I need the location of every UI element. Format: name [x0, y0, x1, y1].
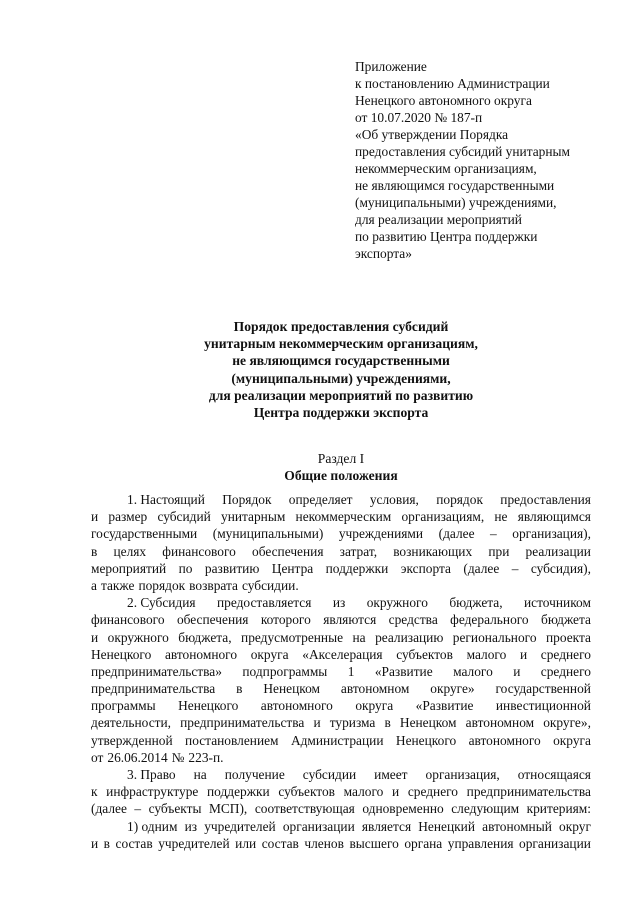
body-word: порядок	[138, 577, 186, 593]
body-word: и	[91, 629, 99, 645]
body-word: которого	[260, 612, 311, 628]
body-word: автономном	[465, 715, 535, 731]
body-word: Ненецкий	[418, 818, 475, 834]
body-word: по	[178, 560, 193, 576]
body-line	[91, 783, 591, 800]
body-word: Ненецком	[399, 715, 457, 731]
body-word: обеспечения	[252, 543, 324, 559]
body-word: туризма	[329, 715, 376, 731]
body-word: малого	[343, 784, 384, 800]
body-word: организациям,	[401, 509, 485, 525]
body-word: округа	[355, 698, 394, 714]
body-line	[91, 560, 591, 577]
body-word: целях	[113, 543, 147, 559]
section-label: Раздел I	[317, 451, 365, 466]
body-word: Ненецкого	[178, 698, 239, 714]
body-word: определяет	[288, 492, 353, 507]
appendix-line: к постановлению Администрации	[355, 76, 550, 91]
body-word: предоставляется	[216, 595, 312, 611]
appendix-line: экспорта»	[355, 246, 412, 261]
body-word: критериям:	[526, 801, 591, 817]
body-word: порядок	[436, 492, 483, 507]
body-line	[91, 732, 591, 749]
body-word: относящаяся	[517, 767, 591, 782]
body-word: регионального	[452, 629, 537, 645]
appendix-line: от 10.07.2020 № 187-п	[355, 110, 483, 125]
body-word: предусмотренные	[241, 629, 344, 645]
body-word: учредителей	[204, 818, 276, 834]
body-word: малого	[453, 663, 493, 679]
appendix-block	[355, 58, 625, 262]
title-line: Порядок предоставления субсидий	[233, 319, 449, 334]
body-word: Ненецком	[263, 681, 320, 697]
body-word: членов	[304, 835, 344, 851]
body-word: государственными	[91, 526, 198, 542]
body-word: федерального	[450, 612, 529, 628]
body-line	[91, 525, 591, 542]
body-word: проекта	[545, 629, 591, 645]
body-word: автономный	[482, 818, 552, 834]
body-word: управления	[447, 835, 514, 851]
title-line: для реализации мероприятий по развитию	[208, 387, 474, 403]
body-line	[91, 577, 591, 594]
body-word: окружного	[107, 629, 169, 645]
body-word: предоставления	[500, 492, 591, 507]
appendix-line: (муниципальными) учреждениями,	[355, 195, 557, 210]
body-word: (далее	[438, 526, 475, 542]
body-word: органа	[404, 835, 443, 851]
body-word: состав	[261, 835, 299, 851]
body-line	[91, 663, 591, 680]
body-word: (муниципальными)	[212, 526, 324, 542]
body-word: состав	[115, 835, 153, 851]
body-word: реализацию	[375, 629, 444, 645]
body-word: Ненецкого	[395, 732, 457, 748]
body-word: соответствующая	[254, 801, 355, 817]
body-word: на	[193, 767, 207, 782]
body-word: подпрограммы	[242, 663, 328, 679]
body-word: предпринимательства	[91, 681, 216, 697]
body-line	[91, 646, 591, 663]
body-word: имеет	[374, 767, 408, 782]
body-line	[91, 508, 591, 525]
body-word: округ	[559, 818, 591, 834]
body-word: к	[91, 784, 98, 800]
body-word: предпринимательства	[466, 784, 591, 800]
body-line	[91, 697, 591, 714]
body-word: организации	[519, 835, 591, 851]
body-word: учредителей	[158, 835, 230, 851]
body-word: –	[511, 560, 519, 576]
body-word: МСП),	[208, 801, 248, 817]
appendix-line: Ненецкого автономного округа	[355, 93, 532, 108]
body-word: бюджета	[541, 612, 591, 628]
body-word: реализации	[525, 543, 591, 559]
title-line: не являющимся государственными	[232, 353, 450, 369]
section-heading: Общие положения	[284, 468, 398, 484]
body-word: автономном	[340, 681, 410, 697]
body-word: организация,	[425, 767, 500, 782]
body-word: возврата	[189, 577, 238, 593]
body-word: инфраструктуре	[106, 784, 199, 800]
body-word: не	[494, 509, 508, 525]
body-word: от	[91, 749, 104, 765]
body-word: Ненецкого	[91, 646, 152, 662]
body-line	[91, 543, 591, 560]
body-word: организации	[282, 818, 355, 834]
body-word: малого	[466, 646, 507, 662]
body-word: а	[91, 577, 97, 593]
appendix-line: по развитию Центра поддержки	[355, 229, 538, 244]
body-word: финансового	[162, 543, 236, 559]
body-line	[91, 749, 591, 766]
body-word: является	[361, 818, 412, 834]
body-word: субсидии	[302, 767, 357, 782]
body-word: автономного	[260, 698, 333, 714]
body-word: Администрации	[290, 732, 384, 748]
body-word: субсидии.	[241, 577, 299, 593]
body-word: –	[134, 801, 142, 817]
body-word: 223-п.	[188, 749, 224, 765]
body-word: постановлением	[185, 732, 279, 748]
body-word: среднего	[540, 646, 591, 662]
title-line: унитарным некоммерческим организациям,	[204, 336, 478, 352]
body-line	[91, 714, 591, 731]
body-word: бюджета,	[449, 595, 503, 611]
title-line: Центра поддержки экспорта	[253, 405, 429, 421]
body-word: инвестиционной	[495, 698, 591, 714]
appendix-line: «Об утверждении Порядка	[355, 127, 509, 142]
body-line	[91, 766, 591, 783]
body-word: и	[91, 509, 99, 525]
body-word: деятельности,	[91, 715, 172, 731]
appendix-line: Приложение	[355, 59, 427, 74]
body-word: «Акселерация	[302, 646, 383, 662]
body-word: Порядок	[222, 492, 272, 507]
body-word: средства	[388, 612, 438, 628]
body-word: из	[184, 818, 198, 834]
body-line	[91, 835, 591, 852]
body-word: субсидий	[157, 509, 211, 525]
body-word: высшего	[349, 835, 399, 851]
body-word: 1	[347, 663, 355, 679]
appendix-line: предоставления субсидий унитарным	[355, 144, 571, 159]
document-title	[120, 318, 562, 421]
appendix-line: для реализации мероприятий	[355, 212, 522, 227]
body-word: и	[519, 646, 528, 662]
body-word: (далее	[463, 560, 500, 576]
body-word: субъекты	[148, 801, 202, 817]
body-word: автономного	[164, 646, 238, 662]
body-word: субъектов	[278, 784, 335, 800]
body-word: унитарным	[221, 509, 286, 525]
body-word: поддержки	[325, 560, 389, 576]
body-line	[91, 611, 591, 628]
body-line	[91, 594, 591, 611]
body-word: некоммерческим	[295, 509, 392, 525]
body-word: условия,	[369, 492, 419, 507]
body-word: округа	[250, 646, 289, 662]
section-header	[120, 450, 562, 484]
body-word: в	[384, 715, 391, 731]
body-word: –	[490, 526, 497, 542]
body-word: развитию	[204, 560, 260, 576]
body-word: и	[513, 663, 521, 679]
body-word: и	[313, 715, 321, 731]
body-word: являющимся	[517, 509, 591, 525]
body-line	[91, 818, 591, 835]
body-word: округе»,	[543, 715, 591, 731]
body-word: получение	[224, 767, 285, 782]
body-word: или	[235, 835, 257, 851]
body-word: следующим	[451, 801, 520, 817]
appendix-line: не являющимся государственными	[355, 178, 555, 193]
body-word: 26.06.2014	[107, 749, 168, 765]
body-line	[91, 680, 591, 697]
body-word: на	[352, 629, 366, 645]
body-word: из	[332, 595, 346, 611]
body-word: среднего	[407, 784, 458, 800]
body-word: программы	[91, 698, 156, 714]
body-word: также	[100, 577, 135, 593]
body-word: финансового	[91, 612, 165, 628]
body-word: субъектов	[396, 646, 453, 662]
body-word: обеспечения	[176, 612, 249, 628]
body-word: «Развитие	[374, 663, 433, 679]
body-word: размер	[108, 509, 148, 525]
body-text	[91, 491, 591, 852]
appendix-line: некоммерческим организациям,	[355, 161, 537, 176]
body-word: предпринимательства»	[91, 663, 222, 679]
body-word: 1. Настоящий	[127, 492, 205, 507]
body-word: №	[171, 749, 185, 765]
body-word: источником	[524, 595, 591, 611]
body-word: бюджета,	[178, 629, 232, 645]
body-word: предпринимательства	[180, 715, 305, 731]
body-word: организация),	[512, 526, 591, 542]
body-word: и	[391, 784, 400, 800]
body-word: мероприятий	[91, 560, 167, 576]
body-line	[91, 491, 591, 508]
body-word: 1) одним	[127, 818, 178, 834]
body-word: поддержки	[207, 784, 270, 800]
body-word: в	[103, 835, 110, 851]
body-word: округа	[553, 732, 591, 748]
body-word: возникающих	[393, 543, 473, 559]
body-word: окружного	[366, 595, 428, 611]
body-word: Центра	[271, 560, 314, 576]
body-word: округе»	[430, 681, 475, 697]
body-word: (далее	[91, 801, 127, 817]
body-line	[91, 629, 591, 646]
body-word: при	[488, 543, 510, 559]
body-word: одновременно	[362, 801, 444, 817]
body-word: 2. Субсидия	[127, 595, 196, 611]
body-word: экспорта	[400, 560, 451, 576]
title-line: (муниципальными) учреждениями,	[231, 370, 451, 386]
body-word: «Развитие	[415, 698, 474, 714]
body-line	[91, 800, 591, 817]
body-word: затрат,	[339, 543, 378, 559]
body-word: учреждениями	[338, 526, 424, 542]
body-word: государственной	[495, 681, 591, 697]
body-word: являются	[323, 612, 377, 628]
body-word: 3. Право	[127, 767, 176, 782]
body-word: субсидия),	[530, 560, 591, 576]
body-word: в	[91, 543, 98, 559]
body-word: в	[236, 681, 243, 697]
body-word: утвержденной	[91, 732, 173, 748]
body-word: среднего	[540, 663, 591, 679]
body-word: и	[91, 835, 99, 851]
body-word: автономного	[468, 732, 541, 748]
